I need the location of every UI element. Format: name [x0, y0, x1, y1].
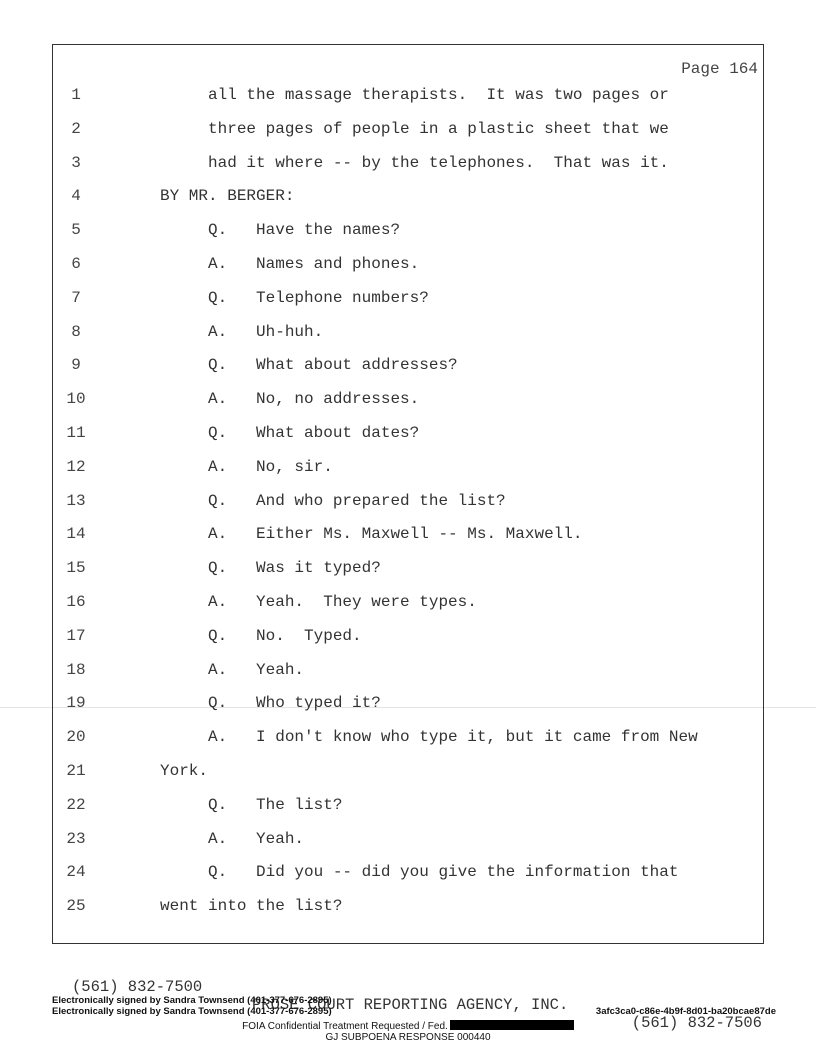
line-text: Q. What about addresses? [160, 356, 458, 375]
line-number: 6 [71, 255, 81, 273]
signature-line: Electronically signed by Sandra Townsend (401-377-676-2895) [52, 1006, 332, 1017]
transcript-line [0, 492, 816, 512]
line-text: A. Names and phones. [160, 255, 420, 273]
line-number: 3 [71, 153, 81, 172]
line-number: 4 [71, 187, 81, 206]
line-text: A. Yeah. [160, 829, 305, 848]
line-text: Q. Was it typed? [160, 559, 381, 578]
transcript-line [0, 86, 816, 106]
line-text: A. I don't know who type it, but it came from New [160, 728, 698, 747]
line-text: Q. What about dates? [160, 424, 420, 442]
line-number: 14 [66, 525, 86, 544]
line-text: Q. Did you -- did you give the information that [160, 863, 679, 882]
line-text: A. Either Ms. Maxwell -- Ms. Maxwell. [160, 525, 583, 544]
transcript-line [0, 424, 816, 444]
line-text: York. [160, 762, 209, 780]
redaction-bar [450, 1020, 574, 1030]
page-number: Page 164 [681, 60, 758, 78]
line-number: 8 [71, 322, 81, 341]
line-number: 1 [71, 86, 81, 104]
line-number: 20 [66, 728, 86, 747]
line-number: 24 [66, 863, 86, 882]
transcript-line [0, 559, 816, 579]
line-text: had it where -- by the telephones. That was it. [160, 153, 669, 172]
line-number: 18 [66, 660, 86, 679]
line-text: A. No, no addresses. [160, 390, 420, 409]
line-text: Q. Telephone numbers? [160, 288, 429, 307]
line-text: A. Uh-huh. [160, 322, 324, 341]
transcript-line [0, 525, 816, 545]
transcript-line [0, 627, 816, 647]
line-number: 21 [66, 762, 86, 780]
line-text: three pages of people in a plastic sheet that we [160, 119, 669, 138]
line-number: 23 [66, 829, 86, 848]
transcript-line [0, 863, 816, 883]
foia-notice [0, 1020, 816, 1032]
line-number: 5 [71, 221, 81, 240]
line-text: Q. And who prepared the list? [160, 491, 506, 510]
transcript-line [0, 120, 816, 140]
line-number: 10 [66, 390, 86, 409]
line-text: A. Yeah. [160, 660, 305, 679]
line-text: went into the list? [160, 897, 343, 916]
line-number: 16 [66, 593, 86, 611]
document-hash: 3afc3ca0-c86e-4b9f-8d01-ba20bcae87de [595, 1006, 776, 1017]
transcript-line [0, 458, 816, 478]
bates-stamp: GJ SUBPOENA RESPONSE 000440 [325, 1032, 491, 1043]
footer-agency-name: PROSE COURT REPORTING AGENCY, INC. [252, 996, 569, 1014]
line-number: 19 [66, 694, 86, 713]
footer-phone-right: (561) 832-7506 [631, 1014, 762, 1032]
line-number: 12 [66, 457, 86, 476]
line-text: all the massage therapists. It was two pages or [160, 86, 669, 104]
transcript-line [0, 154, 816, 174]
line-number: 13 [66, 491, 86, 510]
line-text: A. Yeah. They were types. [160, 593, 477, 611]
transcript-line [0, 289, 816, 309]
line-text: BY MR. BERGER: [160, 187, 295, 206]
line-number: 9 [71, 356, 81, 375]
line-number: 17 [66, 626, 86, 645]
transcript-line [0, 830, 816, 850]
line-number: 11 [66, 424, 86, 442]
line-text: Q. Who typed it? [160, 694, 381, 713]
transcript-line [0, 255, 816, 275]
transcript-line [0, 661, 816, 681]
line-number: 15 [66, 559, 86, 578]
transcript-line [0, 323, 816, 343]
transcript-line [0, 897, 816, 917]
transcript-line [0, 187, 816, 207]
transcript-line [0, 796, 816, 816]
line-text: Q. No. Typed. [160, 626, 362, 645]
line-number: 22 [66, 795, 86, 814]
transcript-line [0, 728, 816, 748]
line-text: Q. Have the names? [160, 221, 401, 240]
line-number: 25 [66, 897, 86, 916]
signature-block [52, 995, 332, 1017]
transcript-line [0, 221, 816, 241]
line-text: Q. The list? [160, 795, 343, 814]
foia-text: FOIA Confidential Treatment Requested / Fed. [242, 1021, 448, 1032]
signature-line: Electronically signed by Sandra Townsend (401-377-676-2895) [52, 995, 332, 1006]
transcript-line [0, 762, 816, 782]
footer-phone-left: (561) 832-7500 [72, 978, 203, 996]
transcript-line [0, 356, 816, 376]
transcript-line [0, 390, 816, 410]
transcript-line [0, 694, 816, 714]
transcript-line [0, 593, 816, 613]
line-text: A. No, sir. [160, 457, 333, 476]
line-number: 7 [71, 288, 81, 307]
line-number: 2 [71, 119, 81, 138]
